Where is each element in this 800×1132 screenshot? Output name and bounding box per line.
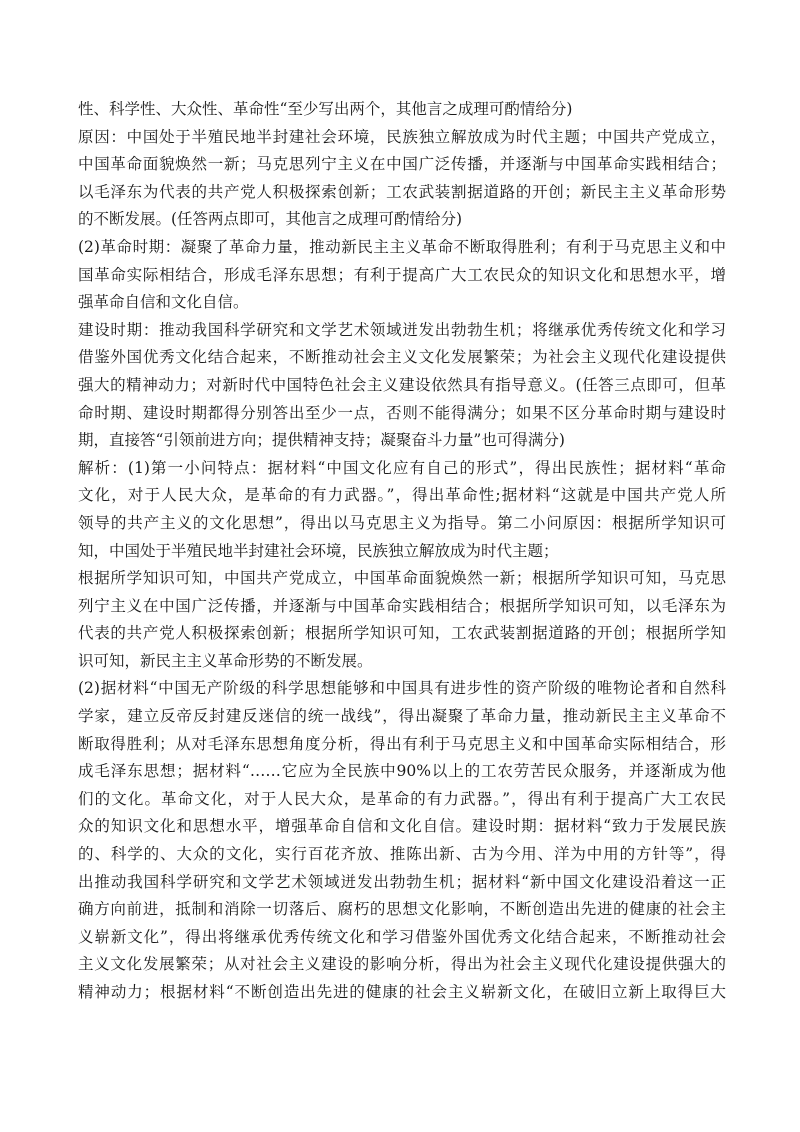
text-line: 根据所学知识可知，中国共产党成立，中国革命面貌焕然一新；根据所学知识可知，马克思 [78, 569, 726, 588]
text-line: 文化，对于人民大众，是革命的有力武器。”，得出革命性;据材料“这就是中国共产党人所 [78, 486, 726, 505]
text-line: 义崭新文化”，得出将继承优秀传统文化和学习借鉴外国优秀文化结合起来，不断推动社会 [78, 927, 726, 946]
text-line: 借鉴外国优秀文化结合起来，不断推动社会主义文化发展繁荣；为社会主义现代化建设提供 [78, 348, 726, 367]
text-line: 学家，建立反帝反封建反迷信的统一战线”，得出凝聚了革命力量，推动新民主主义革命不 [78, 707, 726, 726]
text-line: 期，直接答“引领前进方向；提供精神支持；凝聚奋斗力量”也可得满分) [78, 431, 565, 450]
text-line: 强大的精神动力；对新时代中国特色社会主义建设依然具有指导意义。(任答三点即可，但革 [78, 375, 726, 394]
text-line: 代表的共产党人积极探索创新；根据所学知识可知，工农武装割据道路的开创；根据所学知 [78, 624, 726, 643]
text-line: 的不断发展。(任答两点即可，其他言之成理可酌情给分) [78, 210, 463, 229]
text-line: 出推动我国科学研究和文学艺术领域迸发出勃勃生机；据材料“新中国文化建设沿着这一正 [78, 872, 726, 891]
text-line: 命时期、建设时期都得分别答出至少一点，否则不能得满分；如果不区分革命时期与建设时 [78, 403, 726, 422]
text-line: 断取得胜利；从对毛泽东思想角度分析，得出有利于马克思主义和中国革命实际相结合，形 [78, 734, 726, 753]
text-line: 识可知，新民主主义革命形势的不断发展。 [78, 651, 373, 670]
text-line: 成毛泽东思想；据材料“……它应为全民族中90%以上的工农劳苦民众服务，并逐渐成为他 [78, 762, 726, 781]
text-line: 建设时期：推动我国科学研究和文学艺术领域迸发出勃勃生机；将继承优秀传统文化和学习 [78, 320, 726, 339]
text-line: 精神动力；根据材料“不断创造出先进的健康的社会主义崭新文化，在破旧立新上取得巨大 [78, 983, 726, 1001]
text-line: (2)据材料“中国无产阶级的科学思想能够和中国具有进步性的资产阶级的唯物论者和自然科 [78, 679, 726, 698]
text-line: 众的知识文化和思想水平，增强革命自信和文化自信。建设时期：据材料“致力于发展民族 [78, 817, 726, 836]
text-line: 中国革命面貌焕然一新；马克思列宁主义在中国广泛传播，并逐渐与中国革命实践相结合； [78, 155, 726, 174]
text-line: 确方向前进，抵制和消除一切落后、腐朽的思想文化影响，不断创造出先进的健康的社会主 [78, 900, 726, 919]
document-page [78, 96, 726, 1007]
text-line: 性、科学性、大众性、革命性“至少写出两个，其他言之成理可酌情给分) [78, 100, 573, 118]
text-line: 主义文化发展繁荣；从对社会主义建设的影响分析，得出为社会主义现代化建设提供强大的 [78, 955, 726, 974]
text-line: 原因：中国处于半殖民地半封建社会环境，民族独立解放成为时代主题；中国共产党成立， [78, 127, 726, 146]
text-line: 知，中国处于半殖民地半封建社会环境，民族独立解放成为时代主题； [78, 541, 559, 560]
text-line: 强革命自信和文化自信。 [78, 293, 249, 312]
text-line: 以毛泽东为代表的共产党人积极探索创新；工农武装割据道路的开创；新民主主义革命形势 [78, 182, 726, 201]
text-line: 们的文化。革命文化，对于人民大众，是革命的有力武器。”，得出有利于提高广大工农民 [78, 789, 726, 808]
text-line: 国革命实际相结合，形成毛泽东思想；有利于提高广大工农民众的知识文化和思想水平，增 [78, 265, 726, 284]
text-line: (2)革命时期：凝聚了革命力量，推动新民主主义革命不断取得胜利；有利于马克思主义和中 [78, 237, 726, 256]
text-line: 解析：(1)第一小问特点：据材料“中国文化应有自己的形式”，得出民族性；据材料“革命 [78, 458, 726, 477]
text-line: 列宁主义在中国广泛传播，并逐渐与中国革命实践相结合；根据所学知识可知，以毛泽东为 [78, 596, 726, 615]
text-line: 的、科学的、大众的文化，实行百花齐放、推陈出新、古为今用、洋为中用的方针等”，得 [78, 845, 726, 864]
text-line: 领导的共产主义的文化思想”，得出以马克思主义为指导。第二小问原因：根据所学知识可 [78, 513, 726, 532]
